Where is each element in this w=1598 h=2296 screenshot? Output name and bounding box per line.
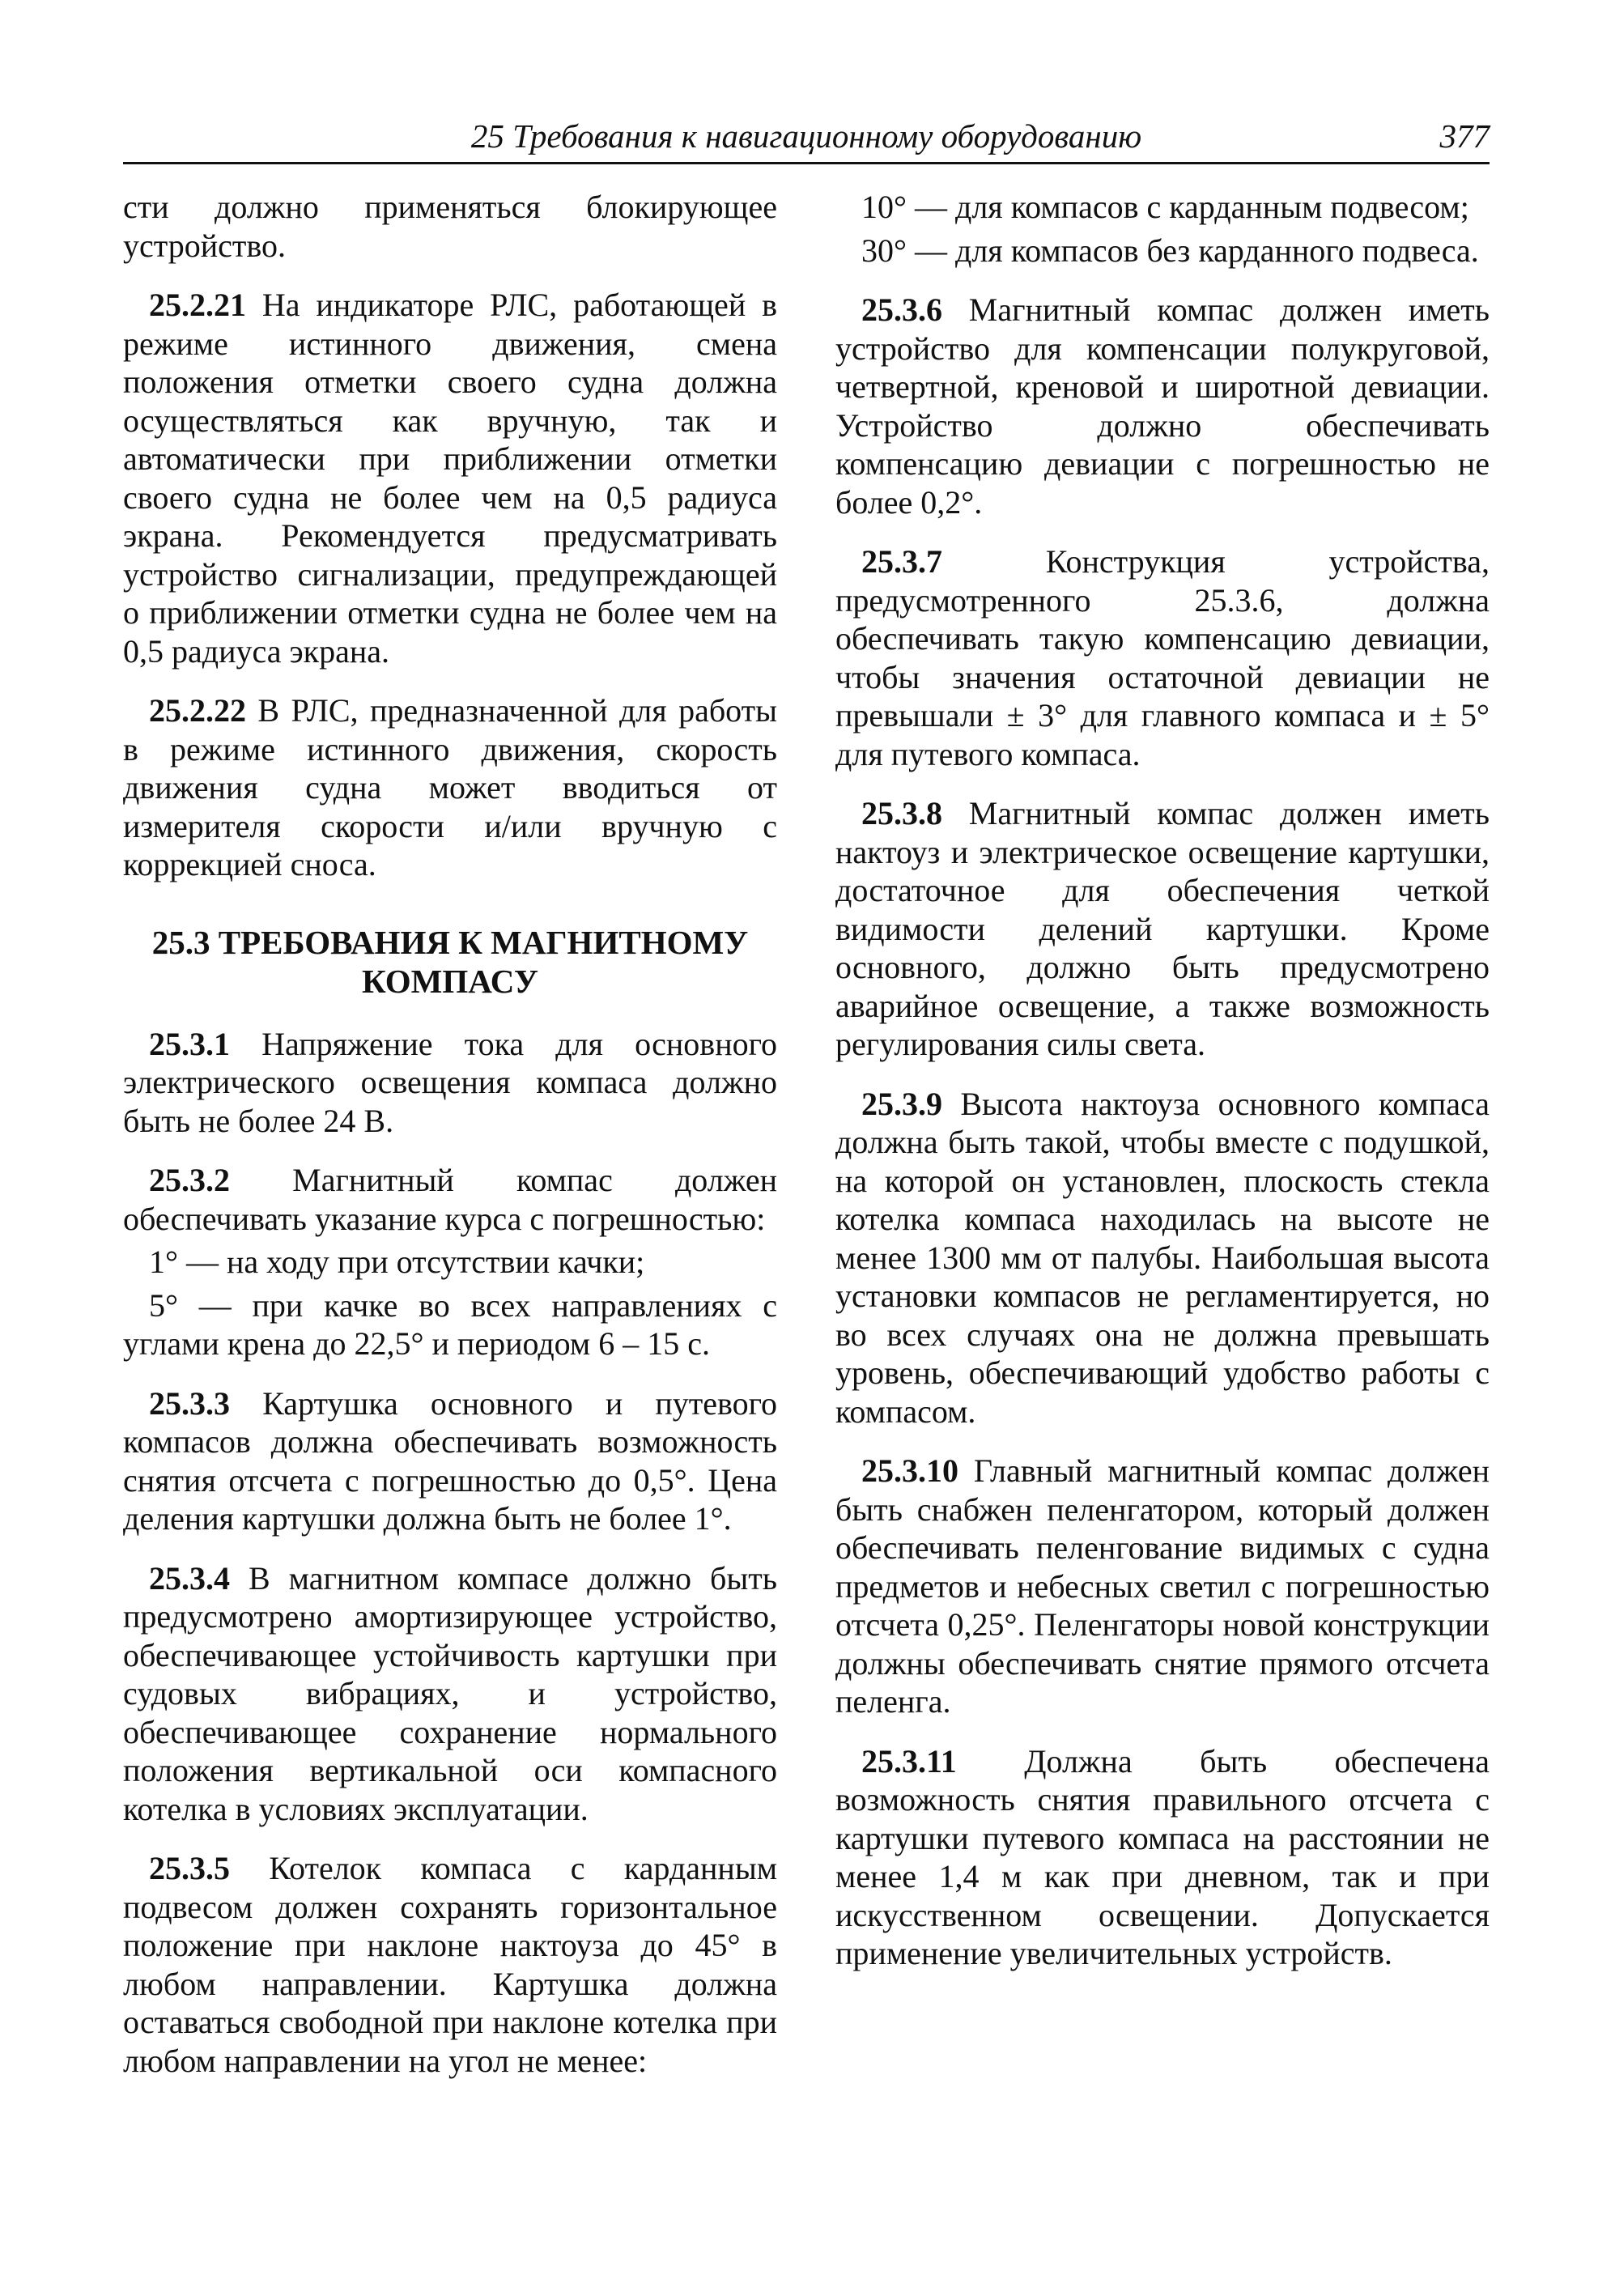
clause-number: 25.3.10 <box>861 1452 958 1489</box>
clause-text: Напряжение тока для основного электрического освещения компаса должно быть не более 24 В. <box>123 1025 778 1139</box>
clause-text: Котелок компаса с карданным подвесом должен сохранять горизонтальное положение при наклоне нактоуза до 45° в любом направлении. Картушка должна оставаться свободной при наклоне котелка при любом направлении на угол не менее: <box>123 1850 777 2079</box>
paragraph-25-3-1 <box>123 1025 777 1141</box>
clause-number: 25.3.2 <box>149 1162 230 1198</box>
clause-number: 25.3.1 <box>149 1025 230 1062</box>
clause-text: Картушка основного и путевого компасов должна обеспечивать возможность снятия отсчета с погрешностью до 0,5°. Цена деления картушки должна быть не более 1°. <box>123 1384 777 1537</box>
clause-number: 25.3.3 <box>149 1384 230 1422</box>
clause-number: 25.3.5 <box>149 1850 230 1886</box>
clause-text: Главный магнитный компас должен быть снабжен пеленгатором, который должен обеспечивать пеленгование видимых с судна предметов и небесных светил с погрешностью отсчета 0,25°. Пеленгаторы новой конструкции должны обеспечивать снятие прямого отсчета пеленга. <box>835 1452 1490 1720</box>
left-column <box>123 188 777 2101</box>
clause-text: Магнитный компас должен обеспечивать указание курса с погрешностью: <box>123 1162 777 1237</box>
paragraph-25-3-2 <box>123 1161 777 1238</box>
list-item: 30° — для компасов без карданного подвеса. <box>861 232 1479 269</box>
clause-text: Высота нактоуза основного компаса должна быть такой, чтобы вместе с подушкой, на которой он установлен, плоскость стекла котелка компаса находилась на высоте не менее 1300 мм от палубы. Наибольшая высота установки компасов не регламентируется, но во всех случаях она не должна превышать уровень, обеспечивающий удобство работы с компасом. <box>835 1085 1490 1430</box>
clause-number: 25.3.11 <box>861 1742 957 1779</box>
right-column <box>835 188 1490 1994</box>
clause-text: Должна быть обеспечена возможность снятия правильного отсчета с картушки путевого компаса на расстоянии не менее 1,4 м как при дневном, так и при искусственном освещении. Допускается применение увеличительных устройств. <box>835 1742 1490 1971</box>
list-item: 1° — на ходу при отсутствии качки; <box>149 1244 645 1280</box>
list-item: 10° — для компасов с карданным подвесом; <box>861 189 1469 225</box>
clause-text: Конструкция устройства, предусмотренного 25.3.6, должна обеспечивать такую компенсацию девиации, чтобы значения остаточной девиации не превышали ± 3° для главного компаса и ± 5° для путевого компаса. <box>835 543 1490 772</box>
paragraph-25-3-5 <box>123 1849 777 2080</box>
paragraph-25-3-10 <box>835 1452 1490 1721</box>
paragraph-25-3-11 <box>835 1742 1490 1973</box>
clause-number: 25.3.8 <box>861 795 942 831</box>
paragraph-25-3-3 <box>123 1384 777 1538</box>
paragraph-continuation: сти должно применяться блокирующее устройство. <box>123 189 777 264</box>
paragraph-25-2-22 <box>123 691 777 884</box>
clause-number: 25.3.4 <box>149 1559 230 1597</box>
page-header <box>123 112 1490 164</box>
paragraph-25-3-9 <box>835 1085 1490 1431</box>
clause-number: 25.2.21 <box>149 287 246 323</box>
clause-number: 25.2.22 <box>149 692 246 729</box>
list-item: 5° — при качке во всех направлениях с углами крена до 22,5° и периодом 6 – 15 с. <box>123 1286 777 1362</box>
page-number: 377 <box>1439 117 1490 155</box>
clause-text: Магнитный компас должен иметь нактоуз и электрическое освещение картушки, достаточное для обеспечения четкой видимости делений картушки. Кроме основного, должно быть предусмотрено аварийное освещение, а также возможность регулирования силы света. <box>835 795 1490 1062</box>
clause-text: Магнитный компас должен иметь устройство для компенсации полукруговой, четвертной, креновой и широтной девиации. Устройство должно обеспечивать компенсацию девиации с погрешностью не более 0,2°. <box>835 291 1490 521</box>
clause-text: В магнитном компасе должно быть предусмотрено амортизирующее устройство, обеспечивающее устойчивость картушки при судовых вибрациях, и устройство, обеспечивающее сохранение нормального положения вертикальной оси компасного котелка в условиях эксплуатации. <box>123 1559 778 1827</box>
clause-text: На индикаторе РЛС, работающей в режиме истинного движения, смена положения отметки своего судна должна осуществляться как вручную, так и автоматически при приближении отметки своего судна не более чем на 0,5 радиуса экрана. Рекомендуется предусматривать устройство сигнализации, предупреждающей о приближении отметки судна не более чем на 0,5 радиуса экрана. <box>123 287 777 670</box>
paragraph-25-3-7 <box>835 542 1490 773</box>
paragraph-25-3-6 <box>835 291 1490 521</box>
paragraph-25-3-4 <box>123 1559 777 1829</box>
paragraph-25-2-21 <box>123 286 777 670</box>
clause-number: 25.3.7 <box>861 543 942 580</box>
section-heading: 25.3 ТРЕБОВАНИЯ К МАГНИТНОМУ КОМПАСУ <box>151 923 749 1000</box>
running-title: 25 Требования к навигационному оборудованию <box>470 117 1142 155</box>
clause-number: 25.3.6 <box>861 291 942 328</box>
paragraph-25-3-8 <box>835 794 1490 1064</box>
clause-number: 25.3.9 <box>861 1085 942 1122</box>
clause-text: В РЛС, предназначенной для работы в режиме истинного движения, скорость движения судна может вводиться от измерителя скорости и/или вручную с коррекцией сноса. <box>123 692 777 882</box>
